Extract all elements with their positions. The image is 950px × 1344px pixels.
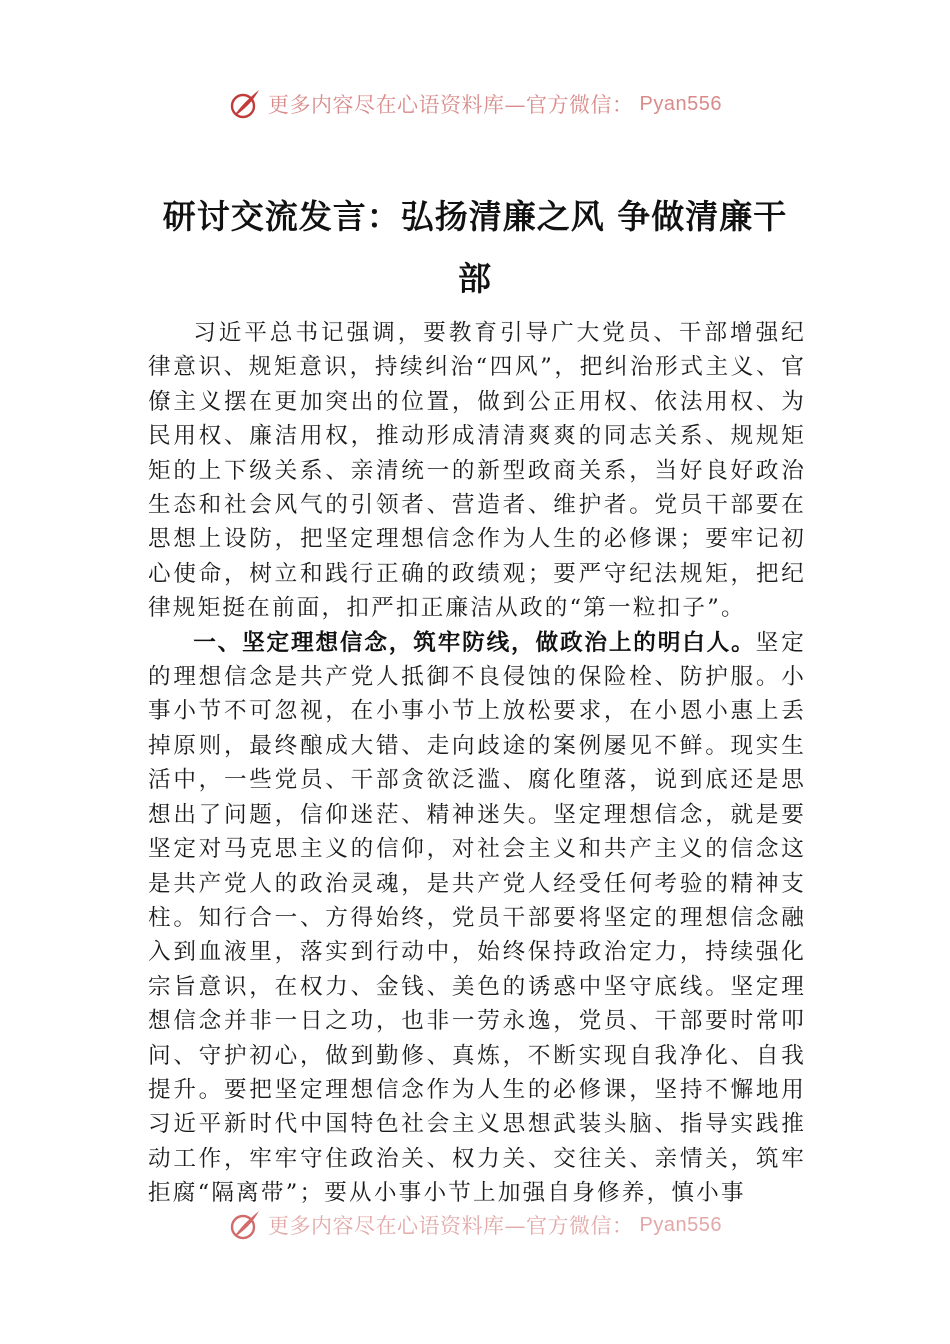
section-1-paragraph: [148, 626, 806, 1211]
watermark-text: 更多内容尽在心语资料库—官方微信：: [268, 1214, 634, 1238]
document-body: [148, 316, 806, 1211]
watermark-text: 更多内容尽在心语资料库—官方微信：: [268, 93, 634, 117]
quill-pen-logo-icon: [228, 1208, 262, 1242]
section-1-heading: 一、坚定理想信念，筑牢防线，做政治上的明白人。: [193, 629, 756, 656]
footer-watermark: [0, 1208, 950, 1242]
watermark-wechat-id: Pyan556: [639, 92, 722, 115]
document-title: 研讨交流发言：弘扬清廉之风 争做清廉干部: [162, 197, 788, 298]
watermark-wechat-id: Pyan556: [639, 1213, 722, 1236]
intro-paragraph: 习近平总书记强调，要教育引导广大党员、干部增强纪律意识、规矩意识，持续纠治“四风”，把纠治形式主义、官僚主义摆在更加突出的位置，做到公正用权、依法用权、为民用权、廉洁用权，推动形成清清爽爽的同志关系、规规矩矩的上下级关系、亲清统一的新型政商关系，当好良好政治生态和社会风气的引领者、营造者、维护者。党员干部要在思想上设防，把坚定理想信念作为人生的必修课；要牢记初心使命，树立和践行正确的政绩观；要严守纪法规矩，把纪律规矩挺在前面，扣严扣正廉洁从政的“第一粒扣子”。: [148, 320, 806, 622]
section-1-body: 坚定的理想信念是共产党人抵御不良侵蚀的保险栓、防护服。小事小节不可忽视，在小事小节上放松要求，在小恩小惠上丢掉原则，最终酿成大错、走向歧途的案例屡见不鲜。现实生活中，一些党员、干部贪欲泛滥、腐化堕落，说到底还是思想出了问题，信仰迷茫、精神迷失。坚定理想信念，就是要坚定对马克思主义的信仰，对社会主义和共产主义的信念这是共产党人的政治灵魂，是共产党人经受任何考验的精神支柱。知行合一、方得始终，党员干部要将坚定的理想信念融入到血液里，落实到行动中，始终保持政治定力，持续强化宗旨意识，在权力、金钱、美色的诱惑中坚守底线。坚定理想信念并非一日之功，也非一劳永逸，党员、干部要时常叩问、守护初心，做到勤修、真炼，不断实现自我净化、自我提升。要把坚定理想信念作为人生的必修课，坚持不懈地用习近平新时代中国特色社会主义思想武装头脑、指导实践推动工作，牢牢守住政治关、权力关、交往关、亲情关，筑牢拒腐“隔离带”；要从小事小节上加强自身修养，慎小事: [148, 629, 807, 1207]
